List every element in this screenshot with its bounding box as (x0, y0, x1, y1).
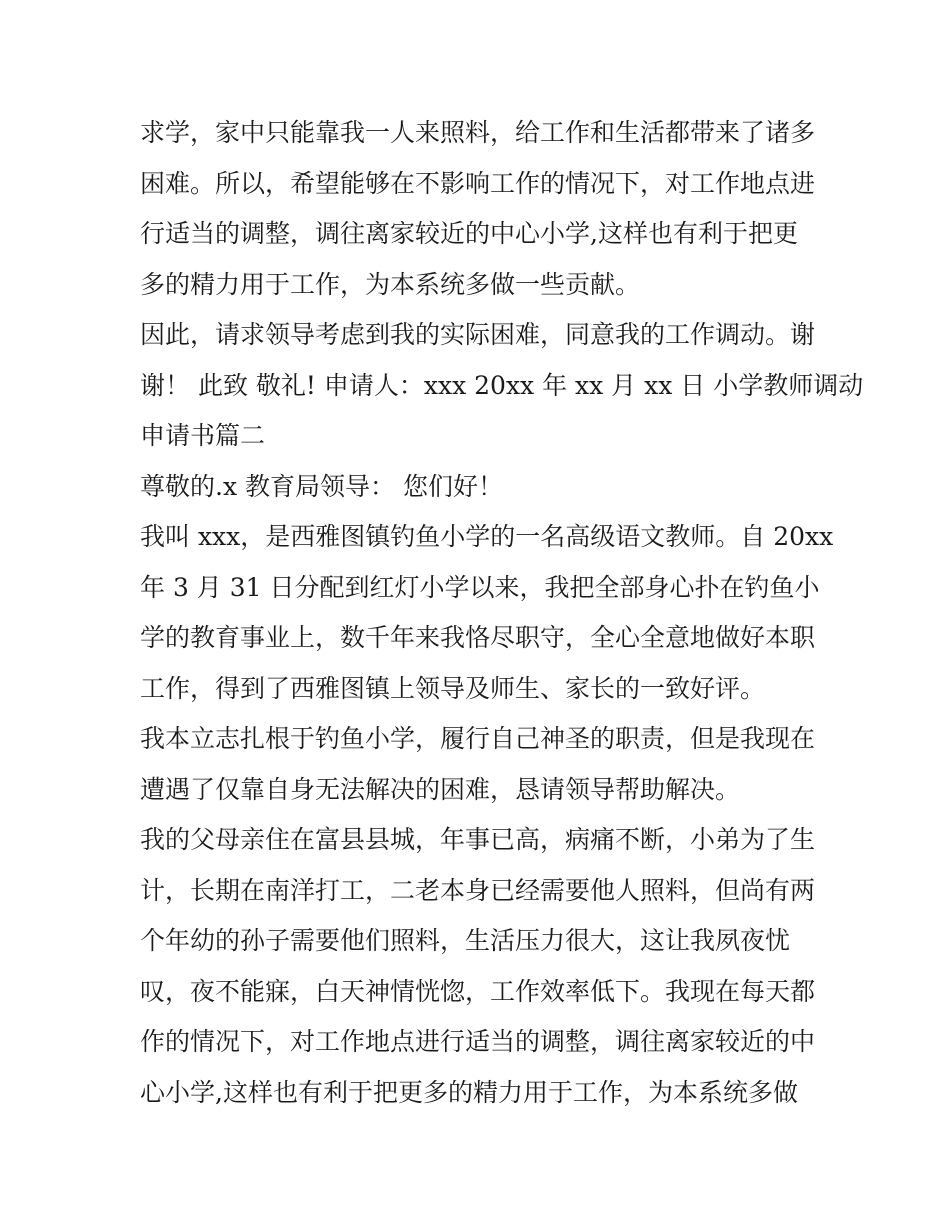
section-title-line: 申请书篇二 (140, 421, 266, 450)
text-line: 计，长期在南洋打工，二老本身已经需要他人照料，但尚有两 (140, 875, 816, 905)
text-line: 我叫 xxx，是西雅图镇钓鱼小学的一名高级语文教师。自 20xx (140, 522, 834, 551)
salutation-line: 尊敬的.x 教育局领导： 您们好！ (140, 471, 503, 501)
text-line: 我的父母亲住在富县县城，年事已高，病痛不断，小弟为了生 (140, 825, 816, 854)
document-body (140, 108, 864, 1118)
text-line: 因此，请求领导考虑到我的实际困难，同意我的工作调动。谢 (140, 320, 816, 349)
text-line: 学的教育事业上，数千年来我恪尽职守，全心全意地做好本职 (140, 623, 816, 652)
text-line: 谢！ 此致 敬礼! 申请人：xxx 20xx 年 xx 月 xx 日 小学教师调动 (140, 370, 864, 400)
text-line: 年 3 月 31 日分配到红灯小学以来，我把全部身心扑在钓鱼小 (140, 572, 820, 602)
text-line: 求学，家中只能靠我一人来照料，给工作和生活都带来了诸多 (140, 118, 816, 147)
text-line: 个年幼的孙子需要他们照料，生活压力很大，这让我夙夜忧 (140, 926, 791, 955)
text-line: 多的精力用于工作，为本系统多做一些贡献。 (140, 269, 641, 299)
text-line: 作的情况下，对工作地点进行适当的调整，调往离家较近的中 (140, 1027, 816, 1056)
text-line: 叹，夜不能寐，白天神情恍惚，工作效率低下。我现在每天都 (140, 976, 816, 1006)
text-line: 我本立志扎根于钓鱼小学，履行自己神圣的职责，但是我现在 (140, 724, 816, 753)
text-line: 心小学,这样也有利于把更多的精力用于工作，为本系统多做 (140, 1077, 798, 1107)
text-line: 行适当的调整，调往离家较近的中心小学,这样也有利于把更 (140, 219, 798, 248)
text-line: 困难。所以，希望能够在不影响工作的情况下，对工作地点进 (140, 168, 816, 198)
text-line: 工作，得到了西雅图镇上领导及师生、家长的一致好评。 (140, 673, 766, 703)
text-line: 遭遇了仅靠自身无法解决的困难，恳请领导帮助解决。 (140, 774, 741, 804)
